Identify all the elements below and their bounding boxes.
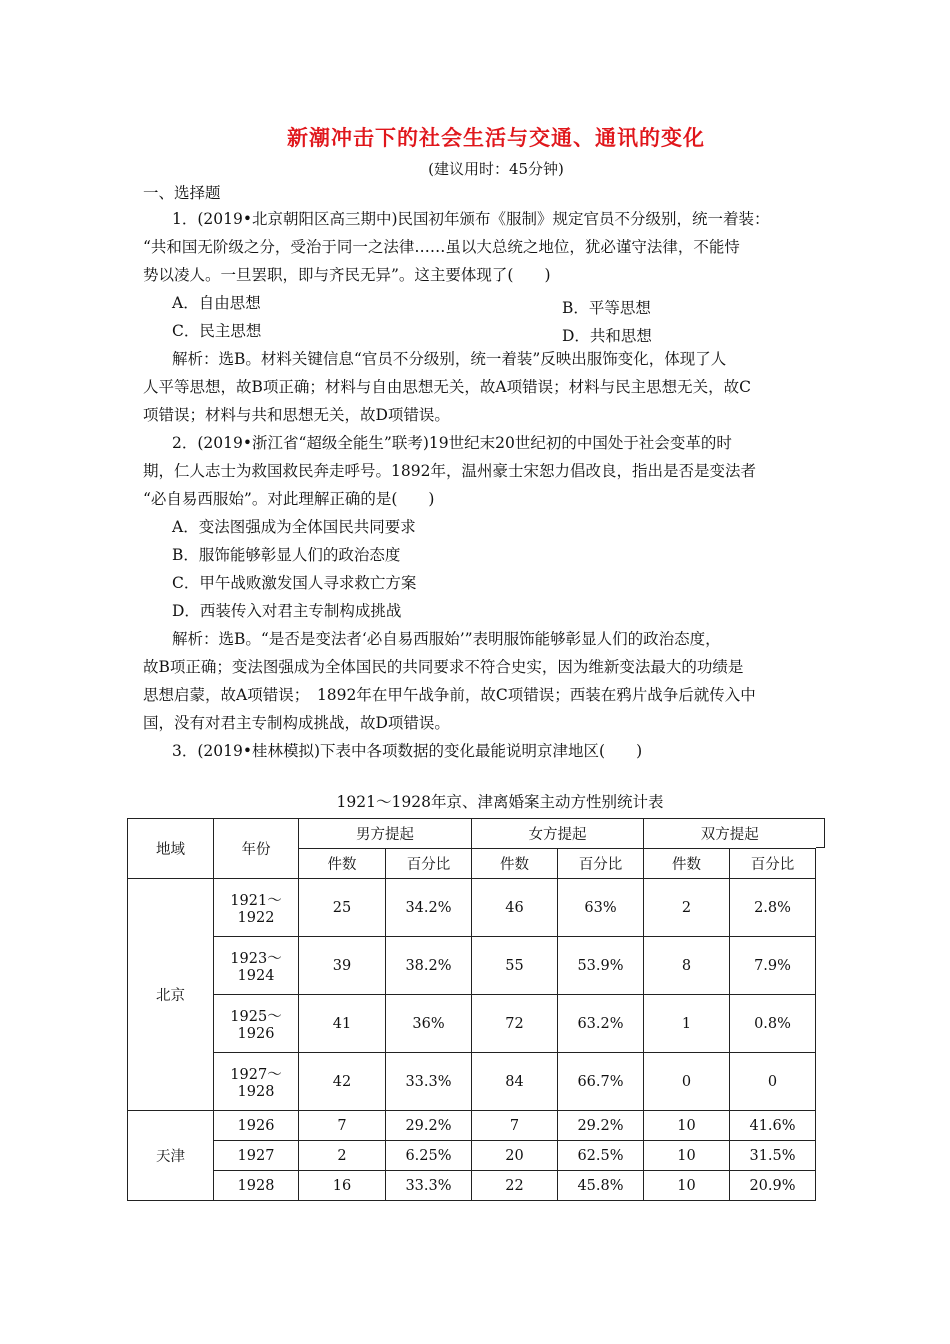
table-row xyxy=(128,1141,816,1171)
subheader-count: 件数 xyxy=(299,849,386,879)
section-heading: 一、选择题 xyxy=(143,184,221,202)
cell: 8 xyxy=(644,937,730,995)
cell: 6.25% xyxy=(386,1141,472,1171)
cell: 63% xyxy=(558,879,644,937)
cell: 41.6% xyxy=(730,1111,816,1141)
q2-analysis-3: 思想启蒙，故A项错误； 1892年在甲午战争前，故C项错误；西装在鸦片战争后就传入中 xyxy=(143,686,756,704)
cell: 7 xyxy=(299,1111,386,1141)
cell: 10 xyxy=(644,1171,730,1201)
cell: 33.3% xyxy=(386,1171,472,1201)
subheader-count: 件数 xyxy=(644,849,730,879)
region-tianjin: 天津 xyxy=(128,1111,214,1201)
region-beijing: 北京 xyxy=(128,879,214,1111)
q1-option-a: A．自由思想 xyxy=(172,294,261,312)
header-region: 地域 xyxy=(128,819,214,879)
time-suggestion: (建议用时：45分钟) xyxy=(428,160,564,178)
cell: 53.9% xyxy=(558,937,644,995)
cell: 2 xyxy=(644,879,730,937)
q1-analysis-3: 项错误；材料与共和思想无关，故D项错误。 xyxy=(143,406,450,424)
table-row xyxy=(128,995,816,1053)
cell: 46 xyxy=(472,879,558,937)
subheader-percent: 百分比 xyxy=(558,849,644,879)
subheader-percent: 百分比 xyxy=(730,849,816,879)
table-row xyxy=(128,1171,816,1201)
cell: 63.2% xyxy=(558,995,644,1053)
cell: 20 xyxy=(472,1141,558,1171)
cell: 55 xyxy=(472,937,558,995)
q2-analysis-4: 国，没有对君主专制构成挑战，故D项错误。 xyxy=(143,714,450,732)
cell: 7 xyxy=(472,1111,558,1141)
table-caption: 1921～1928年京、津离婚案主动方性别统计表 xyxy=(336,793,664,811)
year-cell: 1927～ 1928 xyxy=(214,1053,299,1111)
header-year: 年份 xyxy=(214,819,299,879)
cell: 29.2% xyxy=(558,1111,644,1141)
cell: 1 xyxy=(644,995,730,1053)
q1-option-b: B．平等思想 xyxy=(562,299,651,317)
cell: 0 xyxy=(644,1053,730,1111)
cell: 29.2% xyxy=(386,1111,472,1141)
table-row xyxy=(128,1053,816,1111)
q2-option-a: A．变法图强成为全体国民共同要求 xyxy=(172,518,416,536)
cell: 10 xyxy=(644,1141,730,1171)
q1-option-d: D．共和思想 xyxy=(562,327,652,345)
q2-line-2: 期，仁人志士为救国救民奔走呼号。1892年，温州豪士宋恕力倡改良，指出是否是变法者 xyxy=(143,462,756,480)
header-both-label: 双方提起 xyxy=(700,827,759,843)
q2-line-1: 2．(2019•浙江省“超级全能生”联考)19世纪末20世纪初的中国处于社会变革的时 xyxy=(172,434,732,452)
divorce-statistics-table xyxy=(127,818,816,1201)
table-row xyxy=(128,879,816,937)
header-male: 男方提起 xyxy=(299,819,472,849)
cell: 45.8% xyxy=(558,1171,644,1201)
year-cell: 1925～ 1926 xyxy=(214,995,299,1053)
cell: 62.5% xyxy=(558,1141,644,1171)
cell: 72 xyxy=(472,995,558,1053)
q2-option-b: B．服饰能够彰显人们的政治态度 xyxy=(172,546,401,564)
subheader-count: 件数 xyxy=(472,849,558,879)
cell: 66.7% xyxy=(558,1053,644,1111)
table-row xyxy=(128,937,816,995)
cell: 39 xyxy=(299,937,386,995)
year-cell: 1923～ 1924 xyxy=(214,937,299,995)
header-female: 女方提起 xyxy=(472,819,644,849)
q2-option-c: C．甲午战败激发国人寻求救亡方案 xyxy=(172,574,417,592)
q2-option-d: D．西装传入对君主专制构成挑战 xyxy=(172,602,402,620)
table-row xyxy=(128,1111,816,1141)
cell: 31.5% xyxy=(730,1141,816,1171)
year-cell: 1928 xyxy=(214,1171,299,1201)
q2-analysis-1: 解析：选B。“是否是变法者‘必自易西服始’”表明服饰能够彰显人们的政治态度， xyxy=(172,630,721,648)
cell: 41 xyxy=(299,995,386,1053)
cell: 33.3% xyxy=(386,1053,472,1111)
cell: 36% xyxy=(386,995,472,1053)
q1-analysis-1: 解析：选B。材料关键信息“官员不分级别，统一着装”反映出服饰变化，体现了人 xyxy=(172,350,727,368)
cell: 0.8% xyxy=(730,995,816,1053)
q2-line-3: “必自易西服始”。对此理解正确的是( ) xyxy=(143,490,435,508)
q2-analysis-2: 故B项正确；变法图强成为全体国民的共同要求不符合史实，因为维新变法最大的功绩是 xyxy=(143,658,744,676)
cell: 0 xyxy=(730,1053,816,1111)
header-both xyxy=(644,819,816,849)
cell: 22 xyxy=(472,1171,558,1201)
cell: 16 xyxy=(299,1171,386,1201)
q1-analysis-2: 人平等思想，故B项正确；材料与自由思想无关，故A项错误；材料与民主思想无关，故C xyxy=(143,378,751,396)
cell: 42 xyxy=(299,1053,386,1111)
page-title: 新潮冲击下的社会生活与交通、通讯的变化 xyxy=(287,126,705,150)
year-cell: 1921～ 1922 xyxy=(214,879,299,937)
cell: 2 xyxy=(299,1141,386,1171)
q1-line-1: 1．(2019•北京朝阳区高三期中)民国初年颁布《服制》规定官员不分级别，统一着装： xyxy=(172,210,770,228)
cell: 20.9% xyxy=(730,1171,816,1201)
cell: 10 xyxy=(644,1111,730,1141)
year-cell: 1926 xyxy=(214,1111,299,1141)
q1-line-3: 势以凌人。一旦罢职，即与齐民无异”。这主要体现了( ) xyxy=(143,266,551,284)
cell: 7.9% xyxy=(730,937,816,995)
q1-line-2: “共和国无阶级之分，受治于同一之法律……虽以大总统之地位，犹必谨守法律，不能恃 xyxy=(143,238,740,256)
cell: 38.2% xyxy=(386,937,472,995)
q1-option-c: C．民主思想 xyxy=(172,322,262,340)
cell: 2.8% xyxy=(730,879,816,937)
subheader-percent: 百分比 xyxy=(386,849,472,879)
cell: 25 xyxy=(299,879,386,937)
cell: 34.2% xyxy=(386,879,472,937)
cell: 84 xyxy=(472,1053,558,1111)
year-cell: 1927 xyxy=(214,1141,299,1171)
q3-line-1: 3．(2019•桂林模拟)下表中各项数据的变化最能说明京津地区( ) xyxy=(172,742,643,760)
